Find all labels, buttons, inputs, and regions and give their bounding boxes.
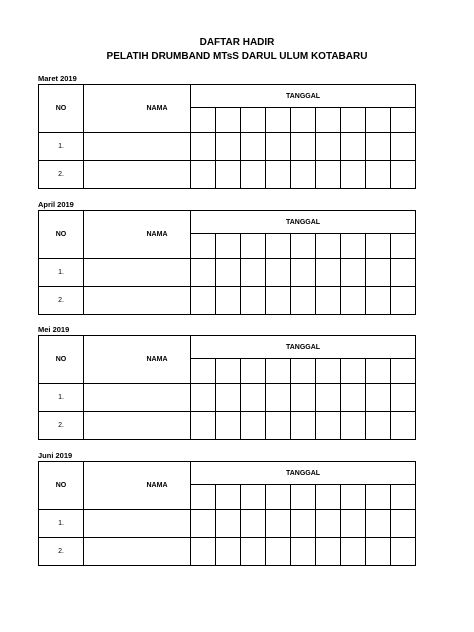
attendance-cell[interactable] bbox=[391, 133, 416, 161]
attendance-cell[interactable] bbox=[341, 133, 366, 161]
attendance-cell[interactable] bbox=[341, 161, 366, 189]
attendance-cell[interactable] bbox=[191, 412, 216, 440]
attendance-table bbox=[38, 335, 416, 440]
date-cell[interactable] bbox=[241, 485, 266, 510]
attendance-cell[interactable] bbox=[366, 384, 391, 412]
header-nama: NAMA bbox=[84, 336, 191, 384]
date-cell[interactable] bbox=[316, 359, 341, 384]
row-number: 1. bbox=[39, 510, 84, 538]
attendance-cell[interactable] bbox=[266, 538, 291, 566]
attendance-section-mei bbox=[38, 324, 416, 440]
row-number: 2. bbox=[39, 287, 84, 315]
name-cell[interactable] bbox=[84, 259, 191, 287]
attendance-cell[interactable] bbox=[391, 384, 416, 412]
date-cell[interactable] bbox=[216, 359, 241, 384]
attendance-cell[interactable] bbox=[291, 412, 316, 440]
attendance-cell[interactable] bbox=[391, 412, 416, 440]
attendance-cell[interactable] bbox=[191, 538, 216, 566]
attendance-cell[interactable] bbox=[366, 133, 391, 161]
name-cell[interactable] bbox=[84, 412, 191, 440]
date-cell[interactable] bbox=[391, 359, 416, 384]
attendance-cell[interactable] bbox=[366, 287, 391, 315]
attendance-cell[interactable] bbox=[391, 161, 416, 189]
attendance-cell[interactable] bbox=[366, 538, 391, 566]
attendance-cell[interactable] bbox=[391, 259, 416, 287]
attendance-section-maret bbox=[38, 73, 416, 189]
date-cell[interactable] bbox=[291, 359, 316, 384]
attendance-cell[interactable] bbox=[266, 259, 291, 287]
title-line-1: DAFTAR HADIR bbox=[199, 37, 275, 48]
attendance-cell[interactable] bbox=[241, 384, 266, 412]
attendance-cell[interactable] bbox=[316, 161, 341, 189]
attendance-cell[interactable] bbox=[316, 538, 341, 566]
attendance-cell[interactable] bbox=[291, 259, 316, 287]
attendance-cell[interactable] bbox=[291, 538, 316, 566]
attendance-cell[interactable] bbox=[266, 412, 291, 440]
attendance-cell[interactable] bbox=[266, 287, 291, 315]
attendance-cell[interactable] bbox=[191, 287, 216, 315]
attendance-cell[interactable] bbox=[241, 510, 266, 538]
date-cell[interactable] bbox=[191, 108, 216, 133]
date-cell[interactable] bbox=[341, 108, 366, 133]
attendance-cell[interactable] bbox=[316, 384, 341, 412]
attendance-cell[interactable] bbox=[341, 510, 366, 538]
date-cell[interactable] bbox=[341, 485, 366, 510]
row-number: 1. bbox=[39, 259, 84, 287]
row-number: 2. bbox=[39, 538, 84, 566]
header-tanggal: TANGGAL bbox=[191, 211, 416, 234]
date-cell[interactable] bbox=[191, 359, 216, 384]
header-no: NO bbox=[39, 462, 84, 510]
date-cell[interactable] bbox=[291, 485, 316, 510]
header-no: NO bbox=[39, 85, 84, 133]
date-cell[interactable] bbox=[266, 485, 291, 510]
header-nama: NAMA bbox=[84, 211, 191, 259]
name-cell[interactable] bbox=[84, 538, 191, 566]
date-cell[interactable] bbox=[291, 234, 316, 259]
table-row bbox=[39, 510, 416, 538]
table-row bbox=[39, 384, 416, 412]
date-cell[interactable] bbox=[191, 485, 216, 510]
attendance-cell[interactable] bbox=[191, 510, 216, 538]
attendance-cell[interactable] bbox=[316, 133, 341, 161]
name-cell[interactable] bbox=[84, 384, 191, 412]
date-cell[interactable] bbox=[241, 108, 266, 133]
attendance-cell[interactable] bbox=[366, 412, 391, 440]
header-nama: NAMA bbox=[84, 462, 191, 510]
date-cell[interactable] bbox=[391, 108, 416, 133]
attendance-cell[interactable] bbox=[241, 538, 266, 566]
date-cell[interactable] bbox=[216, 108, 241, 133]
attendance-cell[interactable] bbox=[216, 287, 241, 315]
attendance-cell[interactable] bbox=[216, 259, 241, 287]
attendance-cell[interactable] bbox=[316, 259, 341, 287]
section-month-label: Maret 2019 bbox=[38, 74, 77, 83]
table-row bbox=[39, 161, 416, 189]
attendance-cell[interactable] bbox=[191, 259, 216, 287]
attendance-cell[interactable] bbox=[316, 287, 341, 315]
date-cell[interactable] bbox=[316, 234, 341, 259]
table-row bbox=[39, 412, 416, 440]
header-tanggal: TANGGAL bbox=[191, 336, 416, 359]
attendance-table bbox=[38, 461, 416, 566]
date-cell[interactable] bbox=[391, 234, 416, 259]
attendance-cell[interactable] bbox=[216, 133, 241, 161]
attendance-cell[interactable] bbox=[391, 538, 416, 566]
date-cell[interactable] bbox=[366, 359, 391, 384]
section-month-label: Juni 2019 bbox=[38, 451, 73, 460]
header-tanggal: TANGGAL bbox=[191, 85, 416, 108]
attendance-cell[interactable] bbox=[241, 161, 266, 189]
attendance-section-april bbox=[38, 199, 416, 315]
date-cell[interactable] bbox=[366, 485, 391, 510]
date-cell[interactable] bbox=[191, 234, 216, 259]
table-row bbox=[39, 287, 416, 315]
attendance-section-juni bbox=[38, 450, 416, 566]
name-cell[interactable] bbox=[84, 287, 191, 315]
date-cell[interactable] bbox=[341, 234, 366, 259]
attendance-cell[interactable] bbox=[366, 259, 391, 287]
attendance-cell[interactable] bbox=[191, 384, 216, 412]
date-cell[interactable] bbox=[216, 485, 241, 510]
attendance-cell[interactable] bbox=[291, 384, 316, 412]
header-nama: NAMA bbox=[84, 85, 191, 133]
date-cell[interactable] bbox=[241, 234, 266, 259]
attendance-cell[interactable] bbox=[341, 538, 366, 566]
attendance-cell[interactable] bbox=[266, 510, 291, 538]
row-number: 1. bbox=[39, 384, 84, 412]
attendance-table bbox=[38, 84, 416, 189]
attendance-cell[interactable] bbox=[291, 161, 316, 189]
date-cell[interactable] bbox=[316, 485, 341, 510]
attendance-cell[interactable] bbox=[391, 287, 416, 315]
date-cell[interactable] bbox=[366, 108, 391, 133]
row-number: 1. bbox=[39, 133, 84, 161]
attendance-cell[interactable] bbox=[216, 510, 241, 538]
date-cell[interactable] bbox=[266, 108, 291, 133]
row-number: 2. bbox=[39, 412, 84, 440]
attendance-cell[interactable] bbox=[266, 384, 291, 412]
attendance-cell[interactable] bbox=[291, 287, 316, 315]
attendance-cell[interactable] bbox=[316, 412, 341, 440]
attendance-cell[interactable] bbox=[241, 287, 266, 315]
attendance-cell[interactable] bbox=[341, 259, 366, 287]
header-no: NO bbox=[39, 336, 84, 384]
header-no: NO bbox=[39, 211, 84, 259]
attendance-cell[interactable] bbox=[241, 259, 266, 287]
table-row bbox=[39, 259, 416, 287]
date-cell[interactable] bbox=[391, 485, 416, 510]
attendance-cell[interactable] bbox=[191, 133, 216, 161]
table-row bbox=[39, 133, 416, 161]
header-tanggal: TANGGAL bbox=[191, 462, 416, 485]
section-month-label: Mei 2019 bbox=[38, 325, 70, 334]
attendance-cell[interactable] bbox=[266, 161, 291, 189]
attendance-cell[interactable] bbox=[366, 510, 391, 538]
date-cell[interactable] bbox=[266, 359, 291, 384]
attendance-cell[interactable] bbox=[391, 510, 416, 538]
date-cell[interactable] bbox=[216, 234, 241, 259]
row-number: 2. bbox=[39, 161, 84, 189]
attendance-cell[interactable] bbox=[366, 161, 391, 189]
date-cell[interactable] bbox=[316, 108, 341, 133]
date-cell[interactable] bbox=[366, 234, 391, 259]
name-cell[interactable] bbox=[84, 510, 191, 538]
date-cell[interactable] bbox=[291, 108, 316, 133]
attendance-cell[interactable] bbox=[216, 538, 241, 566]
attendance-cell[interactable] bbox=[266, 133, 291, 161]
attendance-cell[interactable] bbox=[291, 133, 316, 161]
attendance-cell[interactable] bbox=[216, 384, 241, 412]
attendance-cell[interactable] bbox=[341, 287, 366, 315]
table-row bbox=[39, 538, 416, 566]
attendance-cell[interactable] bbox=[241, 133, 266, 161]
attendance-cell[interactable] bbox=[216, 161, 241, 189]
document-title bbox=[0, 36, 474, 64]
section-month-label: April 2019 bbox=[38, 200, 74, 209]
attendance-cell[interactable] bbox=[341, 384, 366, 412]
attendance-cell[interactable] bbox=[291, 510, 316, 538]
attendance-table bbox=[38, 210, 416, 315]
attendance-cell[interactable] bbox=[341, 412, 366, 440]
name-cell[interactable] bbox=[84, 161, 191, 189]
attendance-cell[interactable] bbox=[316, 510, 341, 538]
attendance-cell[interactable] bbox=[216, 412, 241, 440]
date-cell[interactable] bbox=[241, 359, 266, 384]
date-cell[interactable] bbox=[341, 359, 366, 384]
attendance-cell[interactable] bbox=[191, 161, 216, 189]
title-line-2: PELATIH DRUMBAND MTsS DARUL ULUM KOTABARU bbox=[106, 51, 368, 62]
name-cell[interactable] bbox=[84, 133, 191, 161]
attendance-cell[interactable] bbox=[241, 412, 266, 440]
date-cell[interactable] bbox=[266, 234, 291, 259]
